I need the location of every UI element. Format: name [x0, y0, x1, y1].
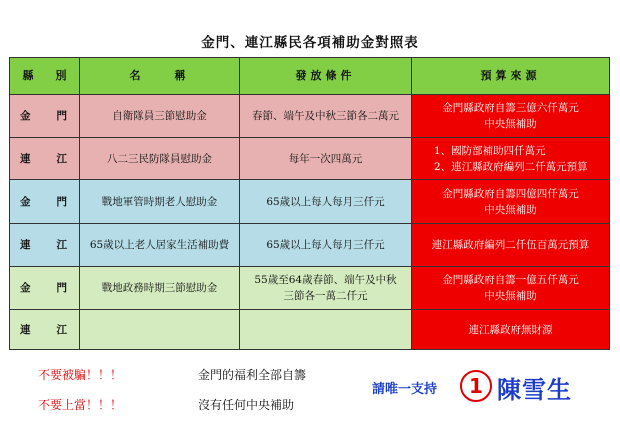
- table-row: [10, 95, 610, 138]
- subsidy-condition: 春節、端午及中秋三節各二萬元: [240, 95, 412, 138]
- subsidy-name: 戰地軍管時期老人慰助金: [80, 180, 240, 224]
- note-text-2: 沒有任何中央補助: [198, 398, 295, 412]
- subsidy-condition: 55歲至64歲春節、端午及中秋 三節各一萬二仟元: [240, 267, 412, 310]
- budget-source: 金門縣政府自籌一億五仟萬元 中央無補助: [412, 267, 610, 310]
- subsidy-name: 自衛隊員三節慰助金: [80, 95, 240, 138]
- table-header-row: [10, 58, 610, 95]
- note-text-1: 金門的福利全部自籌: [198, 368, 307, 382]
- county-cell: 連 江: [10, 224, 80, 267]
- candidate-number-badge: 1: [460, 370, 492, 402]
- subsidy-condition: 65歲以上每人每月三仟元: [240, 180, 412, 224]
- warning-text-2: 不要上當！！！: [38, 398, 123, 412]
- vote-slogan: 請唯一支持: [372, 382, 438, 397]
- table-row: [10, 180, 610, 224]
- subsidy-condition: 65歲以上每人每月三仟元: [240, 224, 412, 267]
- header-condition: 發放條件: [240, 58, 412, 95]
- table-row: [10, 267, 610, 310]
- budget-source: 1、國防部補助四仟萬元 2、連江縣政府編列二仟萬元預算: [412, 138, 610, 180]
- county-cell: 連 江: [10, 138, 80, 180]
- empty-condition-cell: [240, 310, 412, 350]
- county-cell: 金 門: [10, 180, 80, 224]
- empty-name-cell: [80, 310, 240, 350]
- budget-source: 連江縣政府編列二仟伍百萬元預算: [412, 224, 610, 267]
- warning-text-1: 不要被騙！！！: [38, 368, 123, 382]
- subsidy-name: 65歲以上老人居家生活補助費: [80, 224, 240, 267]
- budget-source: 連江縣政府無財源: [412, 310, 610, 350]
- subsidy-name: 戰地政務時期三節慰助金: [80, 267, 240, 310]
- candidate-name: 陳雪生: [497, 375, 572, 404]
- header-name: 名 稱: [80, 58, 240, 95]
- table-row: [10, 138, 610, 180]
- subsidy-name: 八二三民防隊員慰助金: [80, 138, 240, 180]
- header-county: 縣 別: [10, 58, 80, 95]
- table-row: [10, 224, 610, 267]
- subsidy-table: [9, 57, 610, 350]
- county-cell: 金 門: [10, 267, 80, 310]
- budget-source: 金門縣政府自籌四億四仟萬元 中央無補助: [412, 180, 610, 224]
- county-cell: 連 江: [10, 310, 80, 350]
- subsidy-condition: 每年一次四萬元: [240, 138, 412, 180]
- county-cell: 金 門: [10, 95, 80, 138]
- header-source: 預算來源: [412, 58, 610, 95]
- table-row: [10, 310, 610, 350]
- budget-source: 金門縣政府自籌三億六仟萬元 中央無補助: [412, 95, 610, 138]
- page-title: 金門、連江縣民各項補助金對照表: [201, 35, 419, 51]
